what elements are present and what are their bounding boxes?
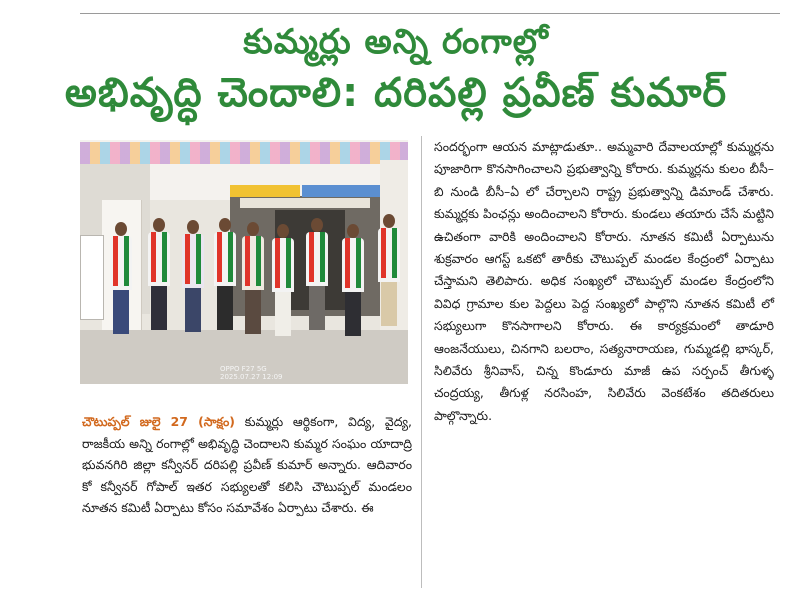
bunting-decoration	[80, 142, 408, 164]
column-divider	[421, 136, 422, 588]
article-right-column	[434, 136, 774, 427]
top-rule	[80, 13, 780, 14]
article-dateline: చౌటుప్పల్ జులై 27 (సాక్షం)	[82, 414, 235, 429]
article-left-column	[82, 411, 412, 519]
photo-watermark-timestamp: 2025.07.27 12:09	[220, 373, 283, 381]
photo-watermark	[220, 365, 282, 381]
news-photo	[80, 140, 408, 384]
headline-line-1: కుమ్మర్లు అన్ని రంగాల్లో	[243, 22, 549, 62]
article-left-body: కుమ్మర్లు ఆర్థికంగా, విద్య, వైద్య, రాజకీయ అన్ని రంగాల్లో అభివృద్ధి చెందాలని కుమ్మర సంఘం యాదాద్రి భువనగిరి జిల్లా కన్వీనర్ దరిపల్లి ప్రవీణ్ కుమార్ అన్నారు. ఆదివారం కో కన్వీనర్ గోపాల్ ఇతర సభ్యులతో కలిసి చౌటుప్పల్ మండలం నూతన కమిటీ ఏర్పాటు కోసం సమావేశం ఏర్పాటు చేశారు. ఈ	[82, 414, 412, 515]
article-right-body: సందర్భంగా ఆయన మాట్లాడుతూ.. అమ్మవారి దేవాలయాల్లో కుమ్మర్లను పూజారిగా కొనసాగించాలని ప్రభుత్వాన్ని కోరారు. కుమ్మర్లను కులం బీసీ–బి నుండి బీసీ–ఏ లో చేర్చాలని రాష్ట్ర ప్రభుత్వాన్ని డిమాండ్ చేశారు. కుమ్మర్లకు పింఛన్లు అందించాలని కోరారు. కుండలు తయారు చేసే మట్టిని ఉచితంగా వారికి అందించాలని కోరారు. నూతన కమిటీ ఏర్పాటును శుక్రవారం ఆగస్ట్ ఒకటో తారీకు చౌటుప్పల్ మండల కేంద్రంలో ఏర్పాటు చేస్తామని తెలిపారు. అధిక సంఖ్యలో చౌటుప్పల్ మండల కేంద్రంలోని వివిధ గ్రామాల కుల పెద్దలు పెద్ద సంఖ్యలో పాల్గొని నూతన కమిటీ లో సభ్యులుగా కొనసాగాలని కోరారు. ఈ కార్యక్రమంలో తాడూరి ఆంజనేయులు, చినగాని బలరాం, సత్యనారాయణ, గుమ్మడల్లి భాస్కర్, సిలివేరు శ్రీనివాస్, చిన్న కొండూరు మాజీ ఉప సర్పంచ్ తీగుళ్ళ చంద్రయ్య, తీగుళ్ల నరసింహ, సిలివేరు వెంకటేశం తదితరులు పాల్గొన్నారు.	[434, 139, 774, 423]
headline-line-2: అభివృద్ధి చెందాలి: దరిపల్లి ప్రవీణ్ కుమార్	[64, 70, 728, 116]
photo-watermark-device: OPPO F27 5G	[220, 365, 267, 373]
parked-car	[80, 235, 104, 320]
